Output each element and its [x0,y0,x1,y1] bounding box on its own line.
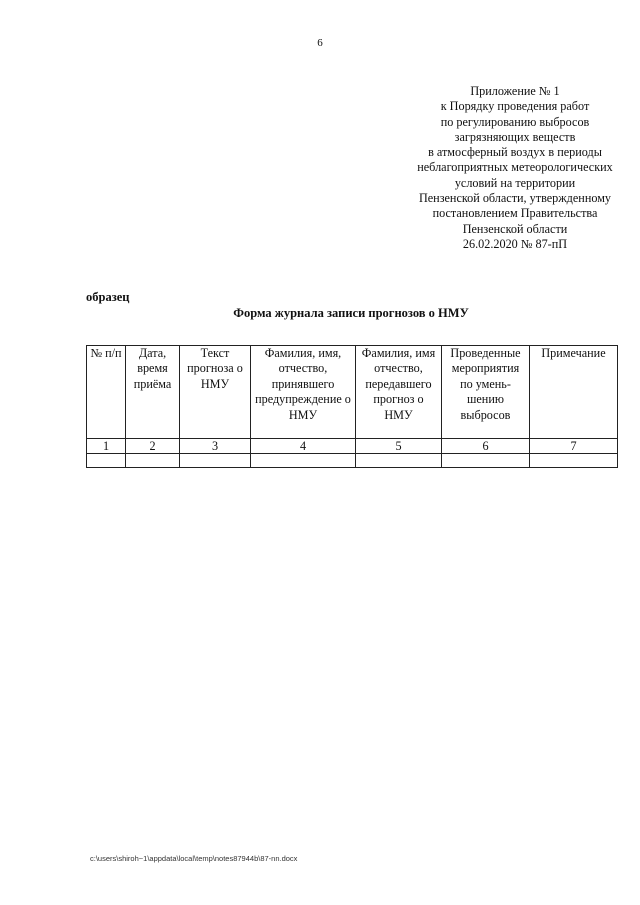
appendix-line: Приложение № 1 [470,84,560,98]
empty-cell [126,454,180,468]
sample-label: образец [86,290,130,304]
empty-cell [251,454,356,468]
empty-cell [87,454,126,468]
form-title: Форма журнала записи прогнозов о НМУ [233,306,469,320]
header-cell-forecast-text: Текст прогноза о НМУ [180,346,251,439]
column-number-cell: 1 [87,439,126,454]
column-number-cell: 5 [356,439,442,454]
header-cell-receiver-name: Фамилия, имя, отчество, принявшего предупреждение о НМУ [251,346,356,439]
header-cell-date-time: Дата, время приёма [126,346,180,439]
column-number-cell: 4 [251,439,356,454]
column-number-cell: 2 [126,439,180,454]
footer-file-path: c:\users\shiroh~1\appdata\local\temp\notes87944b\87-nn.docx [90,854,298,863]
appendix-line: загрязняющих веществ [454,129,576,144]
appendix-date: 26.02.2020 № 87-пП [462,236,568,251]
appendix-line: Пензенской области [462,221,568,236]
appendix-line: Пензенской области, утвержденному [418,191,612,206]
empty-cell [442,454,530,468]
column-number-cell: 3 [180,439,251,454]
column-number-row [87,439,618,454]
header-cell-sender-name: Фамилия, имя отчество, передавшего прогноз о НМУ [356,346,442,439]
column-number-cell: 6 [442,439,530,454]
appendix-line: по регулированию выбросов [440,114,590,129]
column-number-cell: 7 [530,439,618,454]
header-cell-measures: Проведенные мероприятия по умень-шению выбросов [442,346,530,439]
forecast-log-table [86,345,618,468]
appendix-line: неблагоприятных метеорологических [417,160,613,175]
page-number: 6 [317,37,323,49]
empty-cell [356,454,442,468]
table-header-row [87,346,618,439]
appendix-line: постановлением Правительства [432,206,598,221]
header-cell-number: № п/п [87,346,126,439]
empty-cell [530,454,618,468]
appendix-line: к Порядку проведения работ [440,99,590,114]
header-cell-note: Примечание [530,346,618,439]
appendix-block [395,84,635,252]
appendix-line: условий на территории [454,175,576,190]
empty-entry-row [87,454,618,468]
empty-cell [180,454,251,468]
appendix-line: в атмосферный воздух в периоды [428,145,602,160]
